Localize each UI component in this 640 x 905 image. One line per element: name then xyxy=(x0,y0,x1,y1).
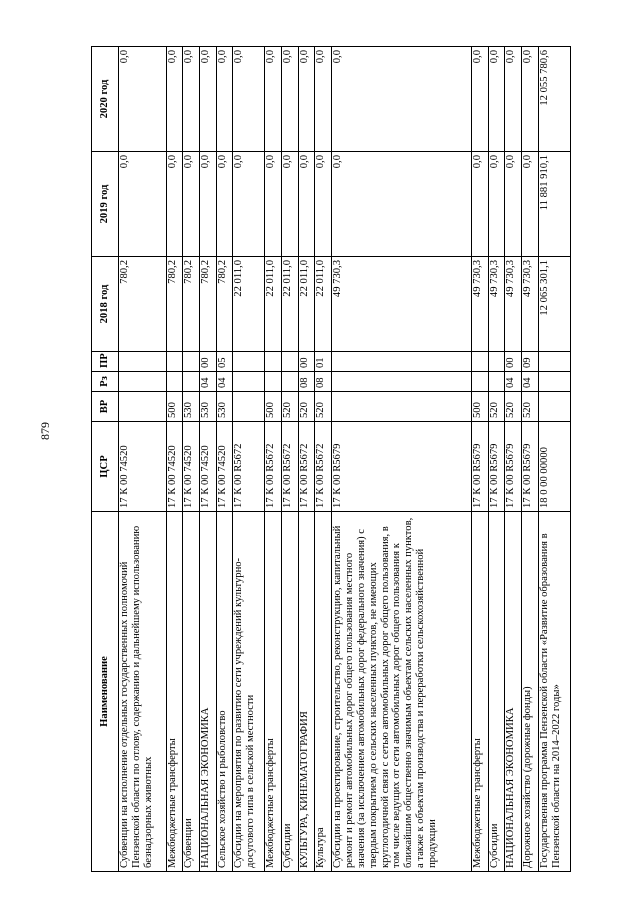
cell-pr: 00 xyxy=(298,352,315,372)
cell-pr xyxy=(166,352,183,372)
cell-2020: 0,0 xyxy=(471,47,488,152)
table-row xyxy=(183,47,200,872)
cell-pr xyxy=(332,352,472,372)
cell-2018: 22 011,0 xyxy=(315,257,332,352)
cell-2019: 0,0 xyxy=(332,152,472,257)
cell-2018: 780,2 xyxy=(119,257,167,352)
table-body xyxy=(119,47,571,872)
cell-rz xyxy=(538,372,570,392)
header-2019: 2019 год xyxy=(92,152,119,257)
cell-2018: 22 011,0 xyxy=(282,257,299,352)
table-row xyxy=(233,47,265,872)
cell-vr: 530 xyxy=(216,392,233,422)
cell-2019: 0,0 xyxy=(199,152,216,257)
cell-vr: 520 xyxy=(505,392,522,422)
cell-rz xyxy=(471,372,488,392)
header-2018: 2018 год xyxy=(92,257,119,352)
cell-pr: 01 xyxy=(315,352,332,372)
cell-rz xyxy=(183,372,200,392)
cell-2020: 0,0 xyxy=(298,47,315,152)
cell-csr: 17 К 00 R5672 xyxy=(233,422,265,512)
cell-2018: 22 011,0 xyxy=(298,257,315,352)
table-row xyxy=(505,47,522,872)
cell-name: Субсидии xyxy=(488,512,505,872)
cell-2020: 0,0 xyxy=(216,47,233,152)
cell-vr: 500 xyxy=(265,392,282,422)
cell-2020: 0,0 xyxy=(505,47,522,152)
cell-pr xyxy=(488,352,505,372)
table-row xyxy=(282,47,299,872)
page-number: 879 xyxy=(38,422,52,440)
cell-rz xyxy=(233,372,265,392)
cell-rz: 08 xyxy=(315,372,332,392)
cell-2020: 0,0 xyxy=(233,47,265,152)
rotated-table-wrapper xyxy=(91,47,571,872)
cell-csr: 17 К 00 R5672 xyxy=(298,422,315,512)
cell-csr: 17 К 00 R5679 xyxy=(488,422,505,512)
table-header-row xyxy=(92,47,119,872)
cell-name: Субсидии xyxy=(282,512,299,872)
cell-rz: 04 xyxy=(216,372,233,392)
cell-2020: 0,0 xyxy=(119,47,167,152)
header-2020: 2020 год xyxy=(92,47,119,152)
cell-name: Государственная программа Пензенской области «Развитие образования в Пензенской области на 2014–2022 годы» xyxy=(538,512,570,872)
table-row xyxy=(332,47,472,872)
cell-2019: 0,0 xyxy=(488,152,505,257)
cell-name: НАЦИОНАЛЬНАЯ ЭКОНОМИКА xyxy=(199,512,216,872)
cell-csr: 17 К 00 74520 xyxy=(166,422,183,512)
cell-rz: 04 xyxy=(199,372,216,392)
cell-pr xyxy=(471,352,488,372)
cell-rz xyxy=(282,372,299,392)
header-vr: ВР xyxy=(92,392,119,422)
cell-name: Межбюджетные трансферты xyxy=(265,512,282,872)
cell-2020: 0,0 xyxy=(488,47,505,152)
cell-csr: 17 К 00 74520 xyxy=(119,422,167,512)
cell-2020: 0,0 xyxy=(166,47,183,152)
cell-name: Субвенции на исполнение отдельных государственных полномочий Пензенской области по отлову, содержанию и дальнейшему использованию безнадзорных животных xyxy=(119,512,167,872)
cell-vr: 520 xyxy=(522,392,539,422)
cell-name: Субвенции xyxy=(183,512,200,872)
table-row xyxy=(488,47,505,872)
table-row xyxy=(166,47,183,872)
cell-name: Субсидии на проектирование, строительство, реконструкцию, капитальный ремонт и ремонт автомобильных дорог общего пользования местного значения (за исключением автомобильных дорог федерального значения) с твердым покрытием до сельских населенных пунктов, не имеющих круглогодичной связи с сетью автомобильных дорог общего пользования, в том числе ведущих от сети автомобильных дорог общего пользования к ближайшим общественно значимым объектам сельских населенных пунктов, а также к объектам производства и переработки сельскохозяйственной продукции xyxy=(332,512,472,872)
cell-2018: 12 065 301,1 xyxy=(538,257,570,352)
cell-rz: 08 xyxy=(298,372,315,392)
table-row xyxy=(538,47,570,872)
cell-rz xyxy=(119,372,167,392)
cell-2020: 0,0 xyxy=(522,47,539,152)
cell-2019: 0,0 xyxy=(166,152,183,257)
table-row xyxy=(265,47,282,872)
table-row xyxy=(315,47,332,872)
cell-csr: 17 К 00 74520 xyxy=(199,422,216,512)
cell-rz xyxy=(265,372,282,392)
cell-csr: 18 0 00 00000 xyxy=(538,422,570,512)
cell-csr: 17 К 00 R5679 xyxy=(332,422,472,512)
table-row xyxy=(522,47,539,872)
table-row xyxy=(298,47,315,872)
cell-name: Сельское хозяйство и рыболовство xyxy=(216,512,233,872)
cell-pr xyxy=(119,352,167,372)
cell-pr: 00 xyxy=(199,352,216,372)
cell-2019: 0,0 xyxy=(522,152,539,257)
cell-csr: 17 К 00 R5679 xyxy=(471,422,488,512)
cell-2020: 12 055 780,6 xyxy=(538,47,570,152)
cell-pr: 09 xyxy=(522,352,539,372)
cell-2020: 0,0 xyxy=(332,47,472,152)
cell-rz xyxy=(332,372,472,392)
cell-2020: 0,0 xyxy=(265,47,282,152)
header-name: Наименование xyxy=(92,512,119,872)
cell-csr: 17 К 00 R5672 xyxy=(265,422,282,512)
cell-2018: 49 730,3 xyxy=(488,257,505,352)
cell-2019: 0,0 xyxy=(119,152,167,257)
cell-vr xyxy=(332,392,472,422)
cell-2018: 49 730,3 xyxy=(332,257,472,352)
cell-pr xyxy=(282,352,299,372)
cell-2020: 0,0 xyxy=(199,47,216,152)
cell-2018: 780,2 xyxy=(216,257,233,352)
cell-vr xyxy=(119,392,167,422)
cell-2018: 22 011,0 xyxy=(265,257,282,352)
cell-vr: 520 xyxy=(298,392,315,422)
cell-2019: 0,0 xyxy=(265,152,282,257)
cell-csr: 17 К 00 74520 xyxy=(183,422,200,512)
cell-rz xyxy=(488,372,505,392)
table-row xyxy=(199,47,216,872)
cell-pr xyxy=(233,352,265,372)
cell-vr: 520 xyxy=(488,392,505,422)
cell-rz: 04 xyxy=(505,372,522,392)
cell-2019: 0,0 xyxy=(216,152,233,257)
cell-name: Культура xyxy=(315,512,332,872)
cell-pr xyxy=(538,352,570,372)
table-row xyxy=(216,47,233,872)
cell-2018: 49 730,3 xyxy=(471,257,488,352)
cell-name: Межбюджетные трансферты xyxy=(166,512,183,872)
cell-2019: 0,0 xyxy=(471,152,488,257)
cell-name: КУЛЬТУРА, КИНЕМАТОГРАФИЯ xyxy=(298,512,315,872)
cell-2020: 0,0 xyxy=(183,47,200,152)
cell-vr: 500 xyxy=(166,392,183,422)
cell-csr: 17 К 00 R5672 xyxy=(282,422,299,512)
cell-2018: 49 730,3 xyxy=(505,257,522,352)
cell-2019: 0,0 xyxy=(315,152,332,257)
cell-pr xyxy=(265,352,282,372)
cell-2019: 0,0 xyxy=(233,152,265,257)
cell-2020: 0,0 xyxy=(282,47,299,152)
cell-vr: 530 xyxy=(183,392,200,422)
cell-name: Межбюджетные трансферты xyxy=(471,512,488,872)
cell-2019: 0,0 xyxy=(505,152,522,257)
cell-vr xyxy=(538,392,570,422)
cell-pr: 05 xyxy=(216,352,233,372)
cell-2019: 0,0 xyxy=(298,152,315,257)
budget-table xyxy=(91,46,571,872)
cell-2018: 780,2 xyxy=(166,257,183,352)
cell-csr: 17 К 00 R5679 xyxy=(522,422,539,512)
cell-vr xyxy=(233,392,265,422)
table-row xyxy=(119,47,167,872)
cell-2019: 11 881 910,1 xyxy=(538,152,570,257)
cell-name: Субсидии на мероприятия по развитию сети учреждений культурно-досугового типа в сельской местности xyxy=(233,512,265,872)
header-pr: ПР xyxy=(92,352,119,372)
cell-2020: 0,0 xyxy=(315,47,332,152)
cell-2019: 0,0 xyxy=(282,152,299,257)
cell-vr: 500 xyxy=(471,392,488,422)
cell-pr: 00 xyxy=(505,352,522,372)
cell-name: Дорожное хозяйство (дорожные фонды) xyxy=(522,512,539,872)
header-rz: Рз xyxy=(92,372,119,392)
cell-pr xyxy=(183,352,200,372)
cell-2018: 49 730,3 xyxy=(522,257,539,352)
header-csr: ЦСР xyxy=(92,422,119,512)
cell-2019: 0,0 xyxy=(183,152,200,257)
cell-2018: 22 011,0 xyxy=(233,257,265,352)
cell-vr: 520 xyxy=(282,392,299,422)
cell-rz: 04 xyxy=(522,372,539,392)
cell-name: НАЦИОНАЛЬНАЯ ЭКОНОМИКА xyxy=(505,512,522,872)
cell-csr: 17 К 00 R5679 xyxy=(505,422,522,512)
cell-csr: 17 К 00 74520 xyxy=(216,422,233,512)
cell-vr: 520 xyxy=(315,392,332,422)
cell-2018: 780,2 xyxy=(183,257,200,352)
cell-2018: 780,2 xyxy=(199,257,216,352)
cell-vr: 530 xyxy=(199,392,216,422)
cell-csr: 17 К 00 R5672 xyxy=(315,422,332,512)
cell-rz xyxy=(166,372,183,392)
table-row xyxy=(471,47,488,872)
